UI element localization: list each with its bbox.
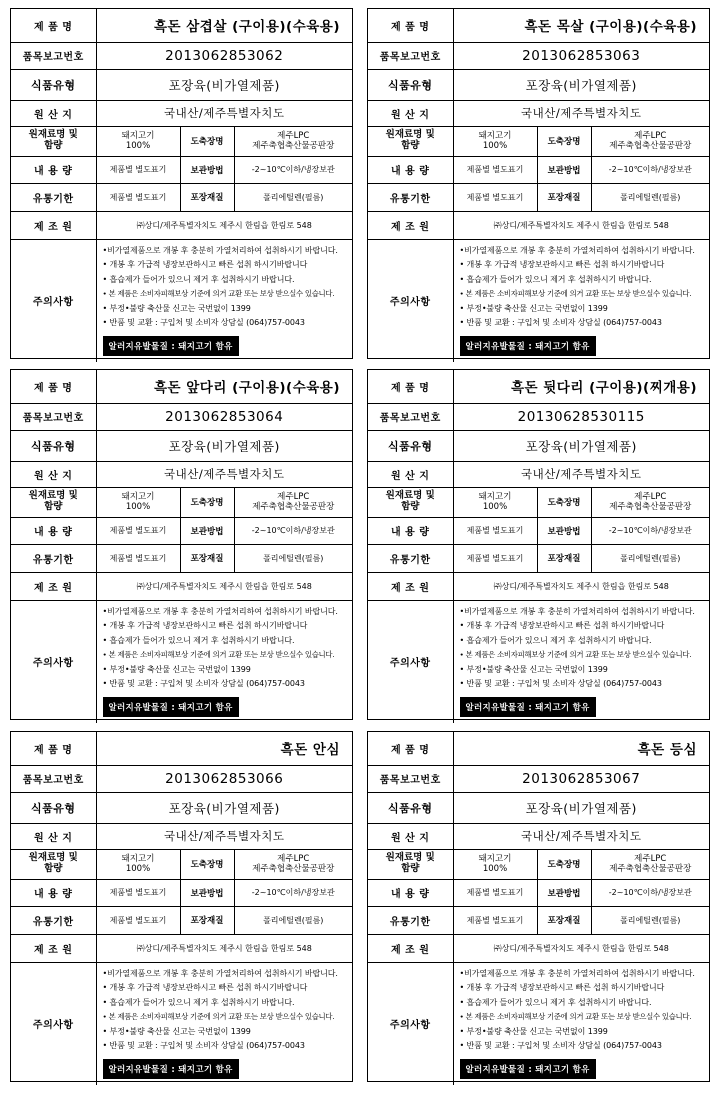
food-type: 포장육(비가열제품) bbox=[96, 792, 352, 823]
caution-item: • 본 제품은 소비자피해보상 기준에 의거 교환 또는 보상 받으실수 있습니다. bbox=[102, 650, 335, 660]
expiry-header: 유통기한 bbox=[368, 183, 453, 211]
label-table bbox=[11, 732, 352, 1085]
content: 제품별 별도표기 bbox=[453, 156, 537, 183]
storage: -2~10℃이하/냉장보관 bbox=[234, 517, 352, 544]
report-number-header: 품목보고번호 bbox=[368, 765, 453, 792]
caution-item: • 본 제품은 소비자피해보상 기준에 의거 교환 또는 보상 받으실수 있습니다. bbox=[102, 1012, 335, 1022]
content: 제품별 별도표기 bbox=[453, 517, 537, 544]
caution-item: • 반품 및 교환 : 구입처 및 소비자 상담실 (064)757-0043 bbox=[102, 1041, 305, 1051]
caution-item: •비가열제품으로 개봉 후 충분히 가열처리하여 섭취하시기 바랍니다. bbox=[102, 245, 338, 255]
packaging-header: 포장재질 bbox=[180, 183, 234, 211]
caution-item: • 개봉 후 가급적 냉장보관하시고 빠른 섭취 하시기바랍니다 bbox=[102, 983, 308, 993]
origin: 국내산/제주특별자치도 bbox=[96, 100, 352, 126]
caution-item: • 본 제품은 소비자피해보상 기준에 의거 교환 또는 보상 받으실수 있습니다. bbox=[459, 1012, 692, 1022]
maker: ㈜상디/제주특별자치도 제주시 한림읍 한림로 548 bbox=[96, 934, 352, 962]
packaging-header: 포장재질 bbox=[180, 544, 234, 572]
maker: ㈜상디/제주특별자치도 제주시 한림읍 한림로 548 bbox=[453, 934, 709, 962]
product-name-header: 제 품 명 bbox=[368, 370, 453, 403]
storage: -2~10℃이하/냉장보관 bbox=[234, 879, 352, 906]
food-type-header: 식품유형 bbox=[368, 430, 453, 461]
caution-notes bbox=[453, 600, 709, 723]
ingredients: 돼지고기 100% bbox=[453, 487, 537, 517]
origin-header: 원 산 지 bbox=[11, 100, 96, 126]
slaughterhouse: 제주LPC 제주축협축산물공판장 bbox=[591, 487, 709, 517]
caution-item: • 흡습제가 들어가 있으니 제거 후 섭취하시기 바랍니다. bbox=[102, 635, 295, 645]
origin-header: 원 산 지 bbox=[368, 100, 453, 126]
caution-list bbox=[460, 244, 706, 332]
caution-item: •비가열제품으로 개봉 후 충분히 가열처리하여 섭취하시기 바랍니다. bbox=[459, 968, 695, 978]
label-table bbox=[11, 370, 352, 723]
slaughterhouse: 제주LPC 제주축협축산물공판장 bbox=[591, 849, 709, 879]
caution-item: • 반품 및 교환 : 구입처 및 소비자 상담실 (064)757-0043 bbox=[102, 679, 305, 689]
report-number-header: 품목보고번호 bbox=[368, 42, 453, 69]
caution-item: • 반품 및 교환 : 구입처 및 소비자 상담실 (064)757-0043 bbox=[459, 679, 662, 689]
ingredients: 돼지고기 100% bbox=[96, 487, 180, 517]
maker-header: 제 조 원 bbox=[11, 211, 96, 239]
maker-header: 제 조 원 bbox=[368, 572, 453, 600]
caution-item: • 부정•불량 축산물 신고는 국번없이 1399 bbox=[459, 1026, 608, 1036]
report-number-header: 품목보고번호 bbox=[11, 403, 96, 430]
caution-item: • 부정•불량 축산물 신고는 국번없이 1399 bbox=[102, 664, 251, 674]
report-number: 20130628530115 bbox=[453, 403, 709, 430]
product-name: 흑돈 앞다리 (구이용)(수육용) bbox=[96, 370, 352, 403]
report-number-header: 품목보고번호 bbox=[368, 403, 453, 430]
report-number: 2013062853066 bbox=[96, 765, 352, 792]
content-header: 내 용 량 bbox=[11, 879, 96, 906]
caution-notes bbox=[96, 239, 352, 362]
maker: ㈜상디/제주특별자치도 제주시 한림읍 한림로 548 bbox=[453, 211, 709, 239]
slaughterhouse-header: 도축장명 bbox=[537, 849, 591, 879]
label-table bbox=[368, 732, 709, 1085]
product-label-4 bbox=[367, 369, 710, 720]
storage-header: 보관방법 bbox=[180, 517, 234, 544]
allergy-badge: 알러지유발물질 : 돼지고기 함유 bbox=[103, 697, 239, 717]
content-header: 내 용 량 bbox=[368, 879, 453, 906]
packaging: 폴리에틸렌(필름) bbox=[234, 183, 352, 211]
product-label-5 bbox=[10, 731, 353, 1082]
caution-notes bbox=[453, 962, 709, 1085]
product-name-header: 제 품 명 bbox=[11, 732, 96, 765]
product-label-3 bbox=[10, 369, 353, 720]
report-number: 2013062853064 bbox=[96, 403, 352, 430]
ingredients-header: 원재료명 및 함량 bbox=[11, 849, 96, 879]
expiry-header: 유통기한 bbox=[11, 544, 96, 572]
ingredients: 돼지고기 100% bbox=[453, 126, 537, 156]
caution-item: •비가열제품으로 개봉 후 충분히 가열처리하여 섭취하시기 바랍니다. bbox=[102, 606, 338, 616]
caution-item: • 흡습제가 들어가 있으니 제거 후 섭취하시기 바랍니다. bbox=[459, 635, 652, 645]
food-type-header: 식품유형 bbox=[368, 69, 453, 100]
origin-header: 원 산 지 bbox=[368, 461, 453, 487]
ingredients-header: 원재료명 및 함량 bbox=[11, 487, 96, 517]
content: 제품별 별도표기 bbox=[96, 156, 180, 183]
packaging-header: 포장재질 bbox=[180, 906, 234, 934]
expiry: 제품별 별도표기 bbox=[453, 544, 537, 572]
slaughterhouse-header: 도축장명 bbox=[180, 487, 234, 517]
label-table bbox=[368, 9, 709, 362]
storage: -2~10℃이하/냉장보관 bbox=[591, 156, 709, 183]
origin: 국내산/제주특별자치도 bbox=[453, 823, 709, 849]
ingredients-header: 원재료명 및 함량 bbox=[368, 487, 453, 517]
expiry-header: 유통기한 bbox=[11, 906, 96, 934]
maker-header: 제 조 원 bbox=[368, 934, 453, 962]
caution-notes bbox=[96, 962, 352, 1085]
slaughterhouse-header: 도축장명 bbox=[537, 126, 591, 156]
product-name: 흑돈 등심 bbox=[453, 732, 709, 765]
product-name-header: 제 품 명 bbox=[11, 370, 96, 403]
caution-list bbox=[103, 605, 349, 693]
origin-header: 원 산 지 bbox=[11, 823, 96, 849]
caution-item: • 본 제품은 소비자피해보상 기준에 의거 교환 또는 보상 받으실수 있습니다. bbox=[459, 650, 692, 660]
caution-header: 주의사항 bbox=[11, 600, 96, 723]
origin: 국내산/제주특별자치도 bbox=[96, 461, 352, 487]
maker-header: 제 조 원 bbox=[11, 572, 96, 600]
maker-header: 제 조 원 bbox=[11, 934, 96, 962]
product-name: 흑돈 삼겹살 (구이용)(수육용) bbox=[96, 9, 352, 42]
food-type-header: 식품유형 bbox=[11, 69, 96, 100]
report-number-header: 품목보고번호 bbox=[11, 765, 96, 792]
caution-item: • 본 제품은 소비자피해보상 기준에 의거 교환 또는 보상 받으실수 있습니다. bbox=[459, 289, 692, 299]
report-number: 2013062853067 bbox=[453, 765, 709, 792]
food-type-header: 식품유형 bbox=[11, 792, 96, 823]
caution-list bbox=[460, 605, 706, 693]
packaging-header: 포장재질 bbox=[537, 183, 591, 211]
report-number: 2013062853063 bbox=[453, 42, 709, 69]
caution-item: • 흡습제가 들어가 있으니 제거 후 섭취하시기 바랍니다. bbox=[102, 997, 295, 1007]
food-type-header: 식품유형 bbox=[11, 430, 96, 461]
ingredients-header: 원재료명 및 함량 bbox=[368, 849, 453, 879]
product-name-header: 제 품 명 bbox=[368, 9, 453, 42]
caution-header: 주의사항 bbox=[11, 239, 96, 362]
maker: ㈜상디/제주특별자치도 제주시 한림읍 한림로 548 bbox=[96, 572, 352, 600]
content-header: 내 용 량 bbox=[11, 517, 96, 544]
slaughterhouse-header: 도축장명 bbox=[180, 849, 234, 879]
expiry-header: 유통기한 bbox=[368, 544, 453, 572]
storage-header: 보관방법 bbox=[537, 517, 591, 544]
caution-item: • 흡습제가 들어가 있으니 제거 후 섭취하시기 바랍니다. bbox=[459, 274, 652, 284]
slaughterhouse: 제주LPC 제주축협축산물공판장 bbox=[234, 126, 352, 156]
report-number: 2013062853062 bbox=[96, 42, 352, 69]
origin-header: 원 산 지 bbox=[368, 823, 453, 849]
caution-item: • 개봉 후 가급적 냉장보관하시고 빠른 섭취 하시기바랍니다 bbox=[459, 983, 665, 993]
product-name: 흑돈 목살 (구이용)(수육용) bbox=[453, 9, 709, 42]
ingredients-header: 원재료명 및 함량 bbox=[368, 126, 453, 156]
caution-header: 주의사항 bbox=[11, 962, 96, 1085]
caution-item: • 반품 및 교환 : 구입처 및 소비자 상담실 (064)757-0043 bbox=[459, 1041, 662, 1051]
ingredients: 돼지고기 100% bbox=[96, 849, 180, 879]
allergy-badge: 알러지유발물질 : 돼지고기 함유 bbox=[460, 697, 596, 717]
packaging: 폴리에틸렌(필름) bbox=[591, 183, 709, 211]
storage: -2~10℃이하/냉장보관 bbox=[591, 879, 709, 906]
allergy-badge: 알러지유발물질 : 돼지고기 함유 bbox=[460, 1059, 596, 1079]
food-type-header: 식품유형 bbox=[368, 792, 453, 823]
storage-header: 보관방법 bbox=[180, 879, 234, 906]
caution-item: • 부정•불량 축산물 신고는 국번없이 1399 bbox=[102, 303, 251, 313]
caution-item: • 개봉 후 가급적 냉장보관하시고 빠른 섭취 하시기바랍니다 bbox=[102, 260, 308, 270]
expiry-header: 유통기한 bbox=[368, 906, 453, 934]
packaging-header: 포장재질 bbox=[537, 906, 591, 934]
origin-header: 원 산 지 bbox=[11, 461, 96, 487]
caution-item: • 부정•불량 축산물 신고는 국번없이 1399 bbox=[459, 664, 608, 674]
packaging: 폴리에틸렌(필름) bbox=[591, 906, 709, 934]
slaughterhouse-header: 도축장명 bbox=[537, 487, 591, 517]
content: 제품별 별도표기 bbox=[453, 879, 537, 906]
expiry: 제품별 별도표기 bbox=[96, 906, 180, 934]
product-name-header: 제 품 명 bbox=[368, 732, 453, 765]
product-name-header: 제 품 명 bbox=[11, 9, 96, 42]
expiry-header: 유통기한 bbox=[11, 183, 96, 211]
caution-header: 주의사항 bbox=[368, 239, 453, 362]
content: 제품별 별도표기 bbox=[96, 517, 180, 544]
expiry: 제품별 별도표기 bbox=[96, 183, 180, 211]
allergy-badge: 알러지유발물질 : 돼지고기 함유 bbox=[103, 336, 239, 356]
caution-item: •비가열제품으로 개봉 후 충분히 가열처리하여 섭취하시기 바랍니다. bbox=[459, 606, 695, 616]
allergy-badge: 알러지유발물질 : 돼지고기 함유 bbox=[103, 1059, 239, 1079]
slaughterhouse: 제주LPC 제주축협축산물공판장 bbox=[591, 126, 709, 156]
storage-header: 보관방법 bbox=[180, 156, 234, 183]
maker: ㈜상디/제주특별자치도 제주시 한림읍 한림로 548 bbox=[96, 211, 352, 239]
ingredients-header: 원재료명 및 함량 bbox=[11, 126, 96, 156]
caution-list bbox=[460, 967, 706, 1055]
packaging: 폴리에틸렌(필름) bbox=[234, 906, 352, 934]
food-type: 포장육(비가열제품) bbox=[453, 792, 709, 823]
caution-list bbox=[103, 244, 349, 332]
caution-item: • 개봉 후 가급적 냉장보관하시고 빠른 섭취 하시기바랍니다 bbox=[459, 621, 665, 631]
label-table bbox=[11, 9, 352, 362]
content-header: 내 용 량 bbox=[368, 517, 453, 544]
ingredients: 돼지고기 100% bbox=[453, 849, 537, 879]
packaging: 폴리에틸렌(필름) bbox=[591, 544, 709, 572]
product-label-1 bbox=[10, 8, 353, 359]
storage-header: 보관방법 bbox=[537, 156, 591, 183]
caution-item: • 흡습제가 들어가 있으니 제거 후 섭취하시기 바랍니다. bbox=[459, 997, 652, 1007]
food-type: 포장육(비가열제품) bbox=[96, 69, 352, 100]
storage: -2~10℃이하/냉장보관 bbox=[234, 156, 352, 183]
caution-list bbox=[103, 967, 349, 1055]
caution-item: •비가열제품으로 개봉 후 충분히 가열처리하여 섭취하시기 바랍니다. bbox=[459, 245, 695, 255]
maker: ㈜상디/제주특별자치도 제주시 한림읍 한림로 548 bbox=[453, 572, 709, 600]
food-type: 포장육(비가열제품) bbox=[96, 430, 352, 461]
storage: -2~10℃이하/냉장보관 bbox=[591, 517, 709, 544]
expiry: 제품별 별도표기 bbox=[453, 183, 537, 211]
content: 제품별 별도표기 bbox=[96, 879, 180, 906]
content-header: 내 용 량 bbox=[368, 156, 453, 183]
caution-item: •비가열제품으로 개봉 후 충분히 가열처리하여 섭취하시기 바랍니다. bbox=[102, 968, 338, 978]
ingredients: 돼지고기 100% bbox=[96, 126, 180, 156]
caution-item: • 본 제품은 소비자피해보상 기준에 의거 교환 또는 보상 받으실수 있습니다. bbox=[102, 289, 335, 299]
report-number-header: 품목보고번호 bbox=[11, 42, 96, 69]
caution-item: • 반품 및 교환 : 구입처 및 소비자 상담실 (064)757-0043 bbox=[102, 318, 305, 328]
content-header: 내 용 량 bbox=[11, 156, 96, 183]
food-type: 포장육(비가열제품) bbox=[453, 69, 709, 100]
caution-item: • 부정•불량 축산물 신고는 국번없이 1399 bbox=[459, 303, 608, 313]
product-label-2 bbox=[367, 8, 710, 359]
caution-notes bbox=[453, 239, 709, 362]
expiry: 제품별 별도표기 bbox=[453, 906, 537, 934]
caution-item: • 개봉 후 가급적 냉장보관하시고 빠른 섭취 하시기바랍니다 bbox=[459, 260, 665, 270]
packaging-header: 포장재질 bbox=[537, 544, 591, 572]
caution-header: 주의사항 bbox=[368, 600, 453, 723]
label-table bbox=[368, 370, 709, 723]
product-name: 흑돈 안심 bbox=[96, 732, 352, 765]
packaging: 폴리에틸렌(필름) bbox=[234, 544, 352, 572]
caution-item: • 반품 및 교환 : 구입처 및 소비자 상담실 (064)757-0043 bbox=[459, 318, 662, 328]
origin: 국내산/제주특별자치도 bbox=[453, 100, 709, 126]
origin: 국내산/제주특별자치도 bbox=[96, 823, 352, 849]
caution-item: • 흡습제가 들어가 있으니 제거 후 섭취하시기 바랍니다. bbox=[102, 274, 295, 284]
storage-header: 보관방법 bbox=[537, 879, 591, 906]
caution-item: • 부정•불량 축산물 신고는 국번없이 1399 bbox=[102, 1026, 251, 1036]
food-type: 포장육(비가열제품) bbox=[453, 430, 709, 461]
caution-notes bbox=[96, 600, 352, 723]
origin: 국내산/제주특별자치도 bbox=[453, 461, 709, 487]
caution-item: • 개봉 후 가급적 냉장보관하시고 빠른 섭취 하시기바랍니다 bbox=[102, 621, 308, 631]
allergy-badge: 알러지유발물질 : 돼지고기 함유 bbox=[460, 336, 596, 356]
slaughterhouse-header: 도축장명 bbox=[180, 126, 234, 156]
maker-header: 제 조 원 bbox=[368, 211, 453, 239]
slaughterhouse: 제주LPC 제주축협축산물공판장 bbox=[234, 487, 352, 517]
product-name: 흑돈 뒷다리 (구이용)(찌개용) bbox=[453, 370, 709, 403]
caution-header: 주의사항 bbox=[368, 962, 453, 1085]
slaughterhouse: 제주LPC 제주축협축산물공판장 bbox=[234, 849, 352, 879]
product-label-6 bbox=[367, 731, 710, 1082]
expiry: 제품별 별도표기 bbox=[96, 544, 180, 572]
